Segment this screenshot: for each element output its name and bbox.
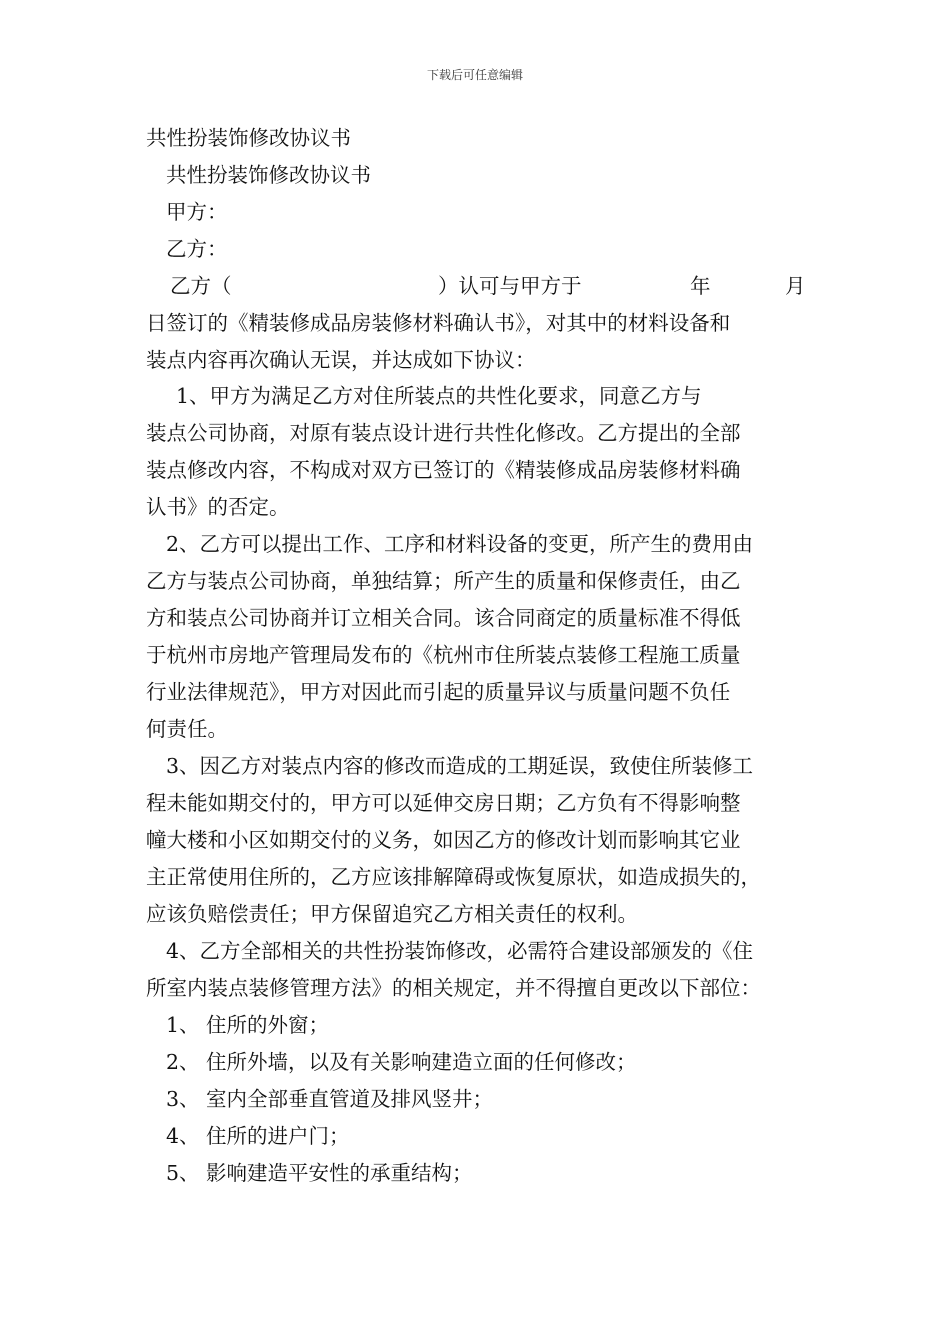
list-item-3: 3、 室内全部垂直管道及排风竖井； — [166, 1087, 494, 1111]
clause-2-line-5: 行业法律规范》，甲方对因此而引起的质量异议与质量问题不负任 — [146, 680, 731, 704]
intro-part-4: 月 — [785, 274, 806, 298]
intro-part-3: 年 — [690, 274, 711, 298]
clause-3-line-5: 应该负赔偿责任；甲方保留追究乙方相关责任的权利。 — [146, 902, 638, 926]
party-a-label: 甲方： — [166, 200, 228, 224]
intro-part-2: ）认可与甲方于 — [438, 274, 582, 298]
list-item-1: 1、 住所的外窗； — [166, 1013, 330, 1037]
clause-4-line-1: 4、乙方全部相关的共性扮装饰修改，必需符合建设部颁发的《住 — [166, 939, 754, 963]
clause-1-line-4: 认书》的否定。 — [146, 495, 290, 519]
clause-1-line-2: 装点公司协商，对原有装点设计进行共性化修改。乙方提出的全部 — [146, 421, 741, 445]
clause-3-line-2: 程未能如期交付的，甲方可以延伸交房日期；乙方负有不得影响整 — [146, 791, 741, 815]
clause-3-line-1: 3、因乙方对装点内容的修改而造成的工期延误，致使住所装修工 — [166, 754, 754, 778]
clause-2-line-6: 何责任。 — [146, 717, 228, 741]
intro-line-1 — [170, 273, 806, 299]
clause-2-line-3: 方和装点公司协商并订立相关合同。该合同商定的质量标准不得低 — [146, 606, 741, 630]
page-header: 下载后可任意编辑 — [426, 68, 523, 82]
clause-1-line-1: 1、甲方为满足乙方对住所装点的共性化要求，同意乙方与 — [176, 384, 702, 408]
clause-3-line-3: 幢大楼和小区如期交付的义务，如因乙方的修改计划而影响其它业 — [146, 828, 741, 852]
intro-line-2: 日签订的《精装修成品房装修材料确认书》，对其中的材料设备和 — [146, 311, 731, 335]
document-subtitle: 共性扮装饰修改协议书 — [166, 163, 371, 187]
list-item-5: 5、 影响建造平安性的承重结构； — [166, 1161, 473, 1185]
document-title: 共性扮装饰修改协议书 — [146, 126, 351, 150]
clause-2-line-4: 于杭州市房地产管理局发布的《杭州市住所装点装修工程施工质量 — [146, 643, 741, 667]
list-item-4: 4、 住所的进户门； — [166, 1124, 350, 1148]
party-b-label: 乙方： — [166, 237, 228, 261]
clause-2-line-1: 2、乙方可以提出工作、工序和材料设备的变更，所产生的费用由 — [166, 532, 754, 556]
clause-2-line-2: 乙方与装点公司协商，单独结算；所产生的质量和保修责任，由乙 — [146, 569, 741, 593]
list-item-2: 2、 住所外墙，以及有关影响建造立面的任何修改； — [166, 1050, 637, 1074]
clause-1-line-3: 装点修改内容，不构成对双方已签订的《精装修成品房装修材料确 — [146, 458, 741, 482]
clause-3-line-4: 主正常使用住所的，乙方应该排解障碍或恢复原状，如造成损失的， — [146, 865, 761, 889]
clause-4-line-2: 所室内装点装修管理方法》的相关规定，并不得擅自更改以下部位： — [146, 976, 761, 1000]
intro-part-1: 乙方（ — [170, 274, 232, 298]
intro-line-3: 装点内容再次确认无误，并达成如下协议： — [146, 348, 536, 372]
